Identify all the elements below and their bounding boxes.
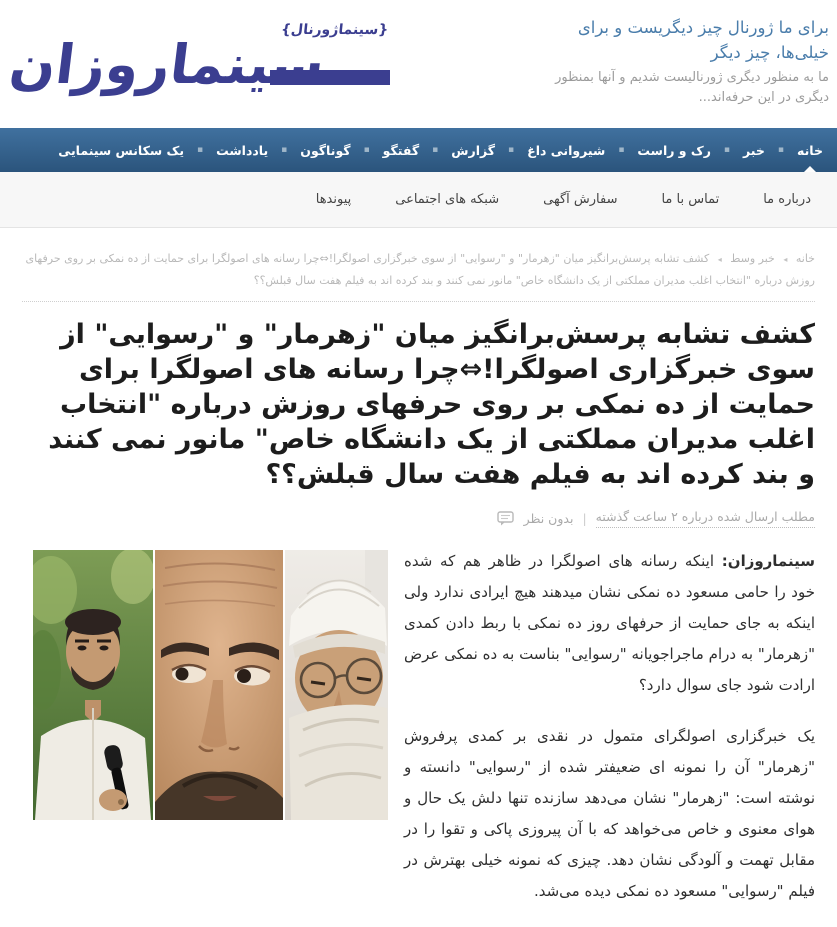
site-tagline: [529, 12, 829, 108]
paragraph-text: اینکه رسانه های اصولگرا در ظاهر هم که شده خود را حامی مسعود ده نمکی نشان میدهند هیچ ایرادی ندارد ولی اینکه به جای حمایت از حرفهای روز ده نمکی با ربط دادن کمدی "زهرمار" به درام ماجراجویانه "رسوایی" بناست به ده نمکی عرض ارادت شود جای سوال دارد؟: [404, 552, 815, 694]
subnav-item-contact-us[interactable]: تماس با ما: [661, 192, 720, 207]
subnav-item-links[interactable]: پیوندها: [315, 192, 352, 207]
tagline-primary: برای ما ژورنال چیز دیگریست و برای خیلی‌ها، چیز دیگر: [577, 18, 829, 62]
nav-item-frank-talk[interactable]: ▪ رک و راست: [637, 128, 743, 172]
article-body: [33, 546, 815, 927]
nav-item-miscellaneous[interactable]: ▪ گوناگون: [300, 128, 382, 172]
comment-bubble-icon[interactable]: [497, 511, 514, 526]
breadcrumb-current: کشف تشابه پرسش‌برانگیز میان "زهرمار" و "رسوایی" از سوی خبرگزاری اصولگرا!⇔چرا رسانه های اصولگرا برای حمایت از ده نمکی بر روی حرفهای روزش درباره "انتخاب اغلب مدیران مملکتی از یک دانشگاه خاص" مانور نمی کنند و بند کرده اند به فیلم هفت سال قبلش؟؟: [25, 252, 815, 287]
logo-wordmark: سینماروزان: [6, 33, 328, 96]
nav-item-report[interactable]: ▪ گزارش: [451, 128, 527, 172]
paragraph: [404, 721, 815, 907]
posted-time[interactable]: مطلب ارسال شده درباره ۲ ساعت گذشته: [596, 509, 815, 528]
secondary-nav: [0, 172, 837, 228]
breadcrumb-section-link[interactable]: خبر وسط: [730, 252, 775, 265]
nav-item-home[interactable]: خانه: [797, 128, 823, 172]
paragraph-text: یک خبرگزاری اصولگرای متمول در نقدی بر کمدی پرفروش "زهرمار" آن را نمونه ای ضعیفتر شده از "رسوایی" دانسته و نوشته است: "زهرمار" نشان می‌دهد سازنده تنها دلش یک حال و هوای معنوی و خاص می‌خواهد که با آن پیروزی پاکی و تقوا را در مقابل تهمت و آلودگی نشان دهد. چیزی که نمونه خیلی بهترش در فیلم "رسوایی" مسعود ده نمکی دیده می‌شد.: [404, 727, 815, 900]
site-logo[interactable]: [6, 12, 390, 122]
main-nav: [0, 128, 837, 172]
article-text-column: [404, 546, 815, 927]
dotted-divider: [22, 301, 815, 302]
subnav-item-social-networks[interactable]: شبکه های اجتماعی: [395, 192, 500, 207]
nav-item-note[interactable]: ▪ یادداشت: [216, 128, 300, 172]
nav-item-news[interactable]: ▪ خبر: [743, 128, 797, 172]
nav-item-interview[interactable]: ▪ گفتگو: [383, 128, 452, 172]
breadcrumb-arrow-icon: ◂: [783, 255, 788, 264]
logo-subtitle: {سینماژورنال}: [279, 22, 389, 38]
paragraph-lead: سینماروزان:: [721, 552, 815, 570]
main-nav-list: [58, 128, 823, 172]
article-title: کشف تشابه پرسش‌برانگیز میان "زهرمار" و "رسوایی" از سوی خبرگزاری اصولگرا!⇔چرا رسانه های اصولگرا برای حمایت از ده نمکی بر روی حرفهای روزش درباره "انتخاب اغلب مدیران مملکتی از یک دانشگاه خاص" مانور نمی کنند و بند کرده اند به فیلم هفت سال قبلش؟؟: [48, 319, 815, 490]
article: [0, 317, 837, 927]
meta-separator: |: [582, 511, 587, 526]
comments-link[interactable]: بدون نظر: [523, 511, 574, 526]
article-meta: [33, 509, 815, 528]
paragraph: [404, 546, 815, 701]
breadcrumb-arrow-icon: ◂: [717, 255, 722, 264]
tagline-secondary: ما به منظور دیگری ژورنالیست شدیم و آنها بمنظور دیگری در این حرفه‌اند...: [555, 69, 829, 105]
nav-item-cinema-sequence[interactable]: ▪ یک سکانس سینمایی: [58, 128, 216, 172]
subnav-item-about-us[interactable]: درباره ما: [763, 192, 811, 207]
nav-item-hot-roof[interactable]: ▪ شیروانی داغ: [527, 128, 637, 172]
article-image-collage: [33, 550, 388, 820]
site-header: [0, 0, 837, 128]
breadcrumb: [22, 248, 815, 290]
subnav-item-order-ad[interactable]: سفارش آگهی: [543, 192, 618, 207]
breadcrumb-home-link[interactable]: خانه: [795, 252, 815, 265]
